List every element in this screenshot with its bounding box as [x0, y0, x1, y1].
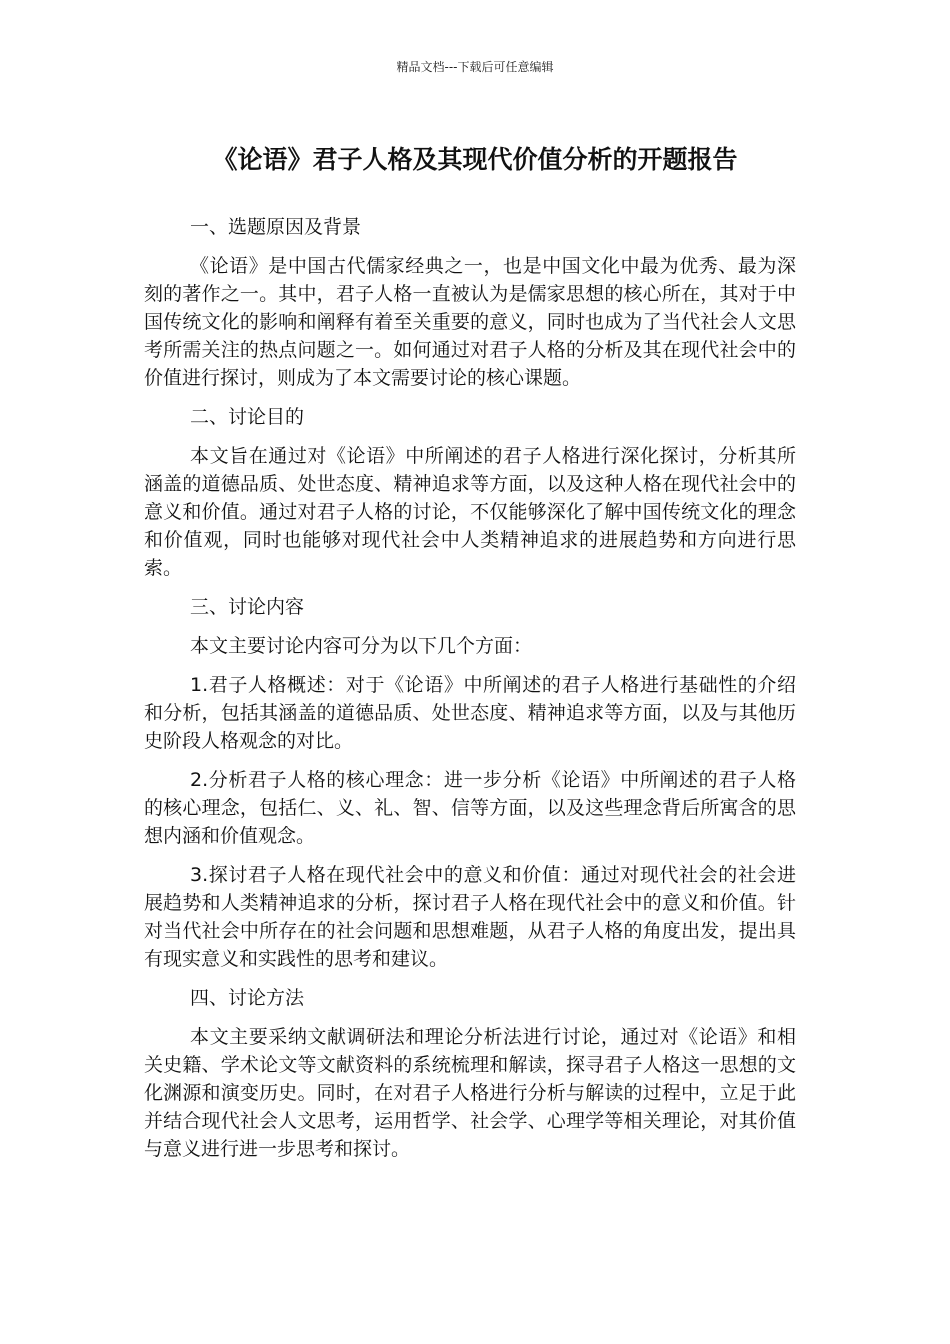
paragraph-content-intro: 本文主要讨论内容可分为以下几个方面： [190, 635, 533, 657]
paragraph-background: 《论语》是中国古代儒家经典之一，也是中国文化中最为优秀、最为深刻的著作之一。其中，君子人格一直被认为是儒家思想的核心所在，其对于中国传统文化的影响和阐释有着至关重要的意义，同时也成为了当代社会人文思考所需关注的热点问题之一。如何通过对君子人格的分析及其在现代社会中的价值进行探讨，则成为了本文需要讨论的核心课题。 [144, 255, 796, 389]
paragraph-method: 本文主要采纳文献调研法和理论分析法进行讨论，通过对《论语》和相关史籍、学术论文等文献资料的系统梳理和解读，探寻君子人格这一思想的文化渊源和演变历史。同时，在对君子人格进行分析与解读的过程中，立足于此并结合现代社会人文思考，运用哲学、社会学、心理学等相关理论，对其价值与意义进行进一步思考和探讨。 [144, 1026, 796, 1160]
section-heading-background: 一、选题原因及背景 [190, 216, 362, 238]
paragraph-content-item-3: 3.探讨君子人格在现代社会中的意义和价值：通过对现代社会的社会进展趋势和人类精神追求的分析，探讨君子人格在现代社会中的意义和价值。针对当代社会中所存在的社会问题和思想难题，从君子人格的角度出发，提出具有现实意义和实践性的思考和建议。 [144, 864, 796, 970]
section-heading-content: 三、讨论内容 [190, 596, 305, 618]
section-heading-method: 四、讨论方法 [190, 987, 305, 1009]
header-note: 精品文档---下载后可任意编辑 [396, 60, 554, 74]
section-heading-purpose: 二、讨论目的 [190, 406, 305, 428]
paragraph-content-item-2: 2.分析君子人格的核心理念：进一步分析《论语》中所阐述的君子人格的核心理念，包括仁、义、礼、智、信等方面，以及这些理念背后所寓含的思想内涵和价值观念。 [144, 769, 796, 847]
document-body [144, 213, 796, 1174]
paragraph-content-item-1: 1.君子人格概述：对于《论语》中所阐述的君子人格进行基础性的介绍和分析，包括其涵盖的道德品质、处世态度、精神追求等方面，以及与其他历史阶段人格观念的对比。 [144, 674, 796, 752]
paragraph-purpose: 本文旨在通过对《论语》中所阐述的君子人格进行深化探讨，分析其所涵盖的道德品质、处世态度、精神追求等方面，以及这种人格在现代社会中的意义和价值。通过对君子人格的讨论，不仅能够深化了解中国传统文化的理念和价值观，同时也能够对现代社会中人类精神追求的进展趋势和方向进行思索。 [144, 445, 796, 579]
document-title: 《论语》君子人格及其现代价值分析的开题报告 [212, 145, 738, 174]
